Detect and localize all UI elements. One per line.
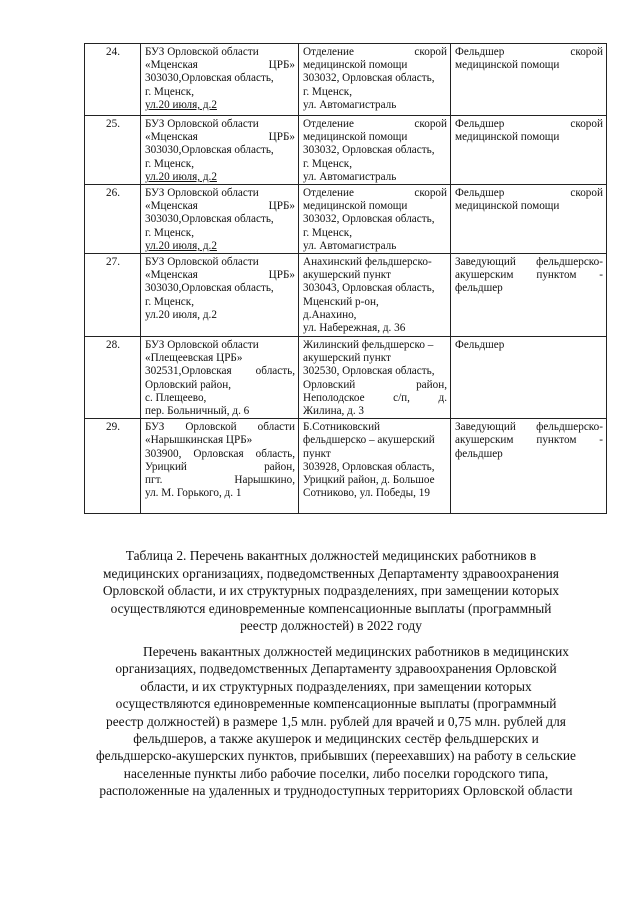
unit-line: 303928, Орловская область,	[303, 460, 435, 473]
row-number: 28.	[85, 337, 141, 419]
org-line: с. Плещеево,	[145, 391, 207, 404]
org-line: г. Мценск,	[145, 295, 195, 308]
paragraph-line: области, и их структурных подразделениях, при замещении которых	[140, 678, 532, 694]
org-line: БУЗ Орловской области	[145, 421, 295, 434]
org-line: БУЗ Орловской области	[145, 118, 259, 130]
row-number: 26.	[85, 185, 141, 254]
unit-line: д.Анахино,	[303, 308, 357, 321]
table-row	[85, 254, 607, 337]
unit-line: Отделение скорой	[303, 187, 447, 200]
org-line: ул.20 июля, д.2	[145, 98, 217, 111]
body-paragraph	[88, 643, 584, 800]
org-line: ул.20 июля, д.2	[145, 308, 217, 321]
position-line: Заведующий фельдшерско-	[455, 421, 603, 434]
unit-line: г. Мценск,	[303, 226, 353, 239]
subdivision-cell	[299, 44, 451, 116]
org-line: «Мценская ЦРБ»	[145, 131, 295, 144]
position-line: медицинской помощи	[455, 200, 560, 213]
caption-line: Орловской области, и их структурных подразделениях, при замещении которых	[102, 583, 560, 599]
subdivision-cell	[299, 419, 451, 514]
unit-line: медицинской помощи	[303, 131, 408, 144]
unit-line: Урицкий район, д. Большое	[303, 474, 435, 487]
org-line: пер. Больничный, д. 6	[145, 405, 250, 418]
paragraph-line: организациях, подведомственных Департаменту здравоохранения Орловской	[115, 661, 557, 677]
position-line: фельдшер	[455, 282, 503, 295]
position-line: Заведующий фельдшерско-	[455, 256, 603, 269]
unit-line: акушерский пункт	[303, 352, 391, 365]
org-line: 303900, Орловская область,	[145, 447, 295, 460]
unit-line: 303032, Орловская область,	[303, 144, 435, 157]
org-line: БУЗ Орловской области	[145, 46, 259, 58]
unit-line: 302530, Орловская область,	[303, 365, 435, 378]
unit-line: ул. Автомагистраль	[303, 239, 397, 252]
org-line: ул.20 июля, д.2	[145, 239, 217, 252]
position-cell	[451, 337, 607, 419]
paragraph-line: расположенные на удаленных и труднодоступных территориях Орловской области	[99, 783, 573, 799]
paragraph-line: реестр должностей) в размере 1,5 млн. рублей для врачей и 0,75 млн. рублей для	[106, 713, 566, 729]
org-line: г. Мценск,	[145, 85, 195, 98]
position-line: Фельдшер скорой	[455, 187, 603, 200]
paragraph-line: населенные пункты либо рабочие поселки, либо поселки городского типа,	[123, 765, 549, 781]
table-row	[85, 44, 607, 116]
subdivision-cell	[299, 254, 451, 337]
position-line: медицинской помощи	[455, 131, 560, 144]
org-line: БУЗ Орловской области	[145, 256, 259, 269]
position-cell	[451, 254, 607, 337]
position-line: Фельдшер скорой	[455, 46, 603, 58]
org-line: ул. М. Горького, д. 1	[145, 487, 242, 500]
position-line: акушерским пунктом -	[455, 269, 603, 282]
org-line: «Мценская ЦРБ»	[145, 59, 295, 72]
subdivision-cell	[299, 116, 451, 185]
position-cell	[451, 116, 607, 185]
paragraph-line: осуществляются единовременные компенсационные выплаты (программный	[115, 696, 557, 712]
unit-line: медицинской помощи	[303, 200, 408, 213]
unit-line: Б.Сотниковский	[303, 421, 381, 434]
unit-line: Жилина, д. 3	[303, 405, 365, 418]
row-number: 25.	[85, 116, 141, 185]
org-line: ул.20 июля, д.2	[145, 170, 217, 183]
unit-line: г. Мценск,	[303, 157, 353, 170]
position-line: Фельдшер	[455, 339, 505, 352]
org-line: Урицкий район,	[145, 460, 295, 473]
unit-line: г. Мценск,	[303, 85, 353, 98]
row-number: 24.	[85, 44, 141, 116]
table-row	[85, 116, 607, 185]
position-cell	[451, 419, 607, 514]
unit-line: 303043, Орловская область,	[303, 282, 435, 295]
row-number: 27.	[85, 254, 141, 337]
org-line: г. Мценск,	[145, 157, 195, 170]
unit-line: Сотниково, ул. Победы, 19	[303, 487, 430, 500]
position-cell	[451, 44, 607, 116]
org-line: г. Мценск,	[145, 226, 195, 239]
unit-line: 303032, Орловская область,	[303, 213, 435, 226]
unit-line: ул. Автомагистраль	[303, 170, 397, 183]
unit-line: медицинской помощи	[303, 59, 408, 72]
org-line: 303030,Орловская область,	[145, 144, 274, 157]
organization-cell	[141, 419, 299, 514]
org-line: 302531,Орловская область,	[145, 365, 295, 378]
org-line: «Мценская ЦРБ»	[145, 200, 295, 213]
subdivision-cell	[299, 337, 451, 419]
org-line: «Нарышкинская ЦРБ»	[145, 434, 253, 447]
unit-line: ул. Набережная, д. 36	[303, 322, 406, 335]
paragraph-line: Перечень вакантных должностей медицинских работников в медицинских	[143, 644, 569, 659]
paragraph-line: фельдшерско-акушерских пунктов, прибывших (переехавших) на работу в сельские	[95, 748, 577, 764]
organization-cell	[141, 116, 299, 185]
paragraph-line: фельдшеров, а также акушерок и медицинских сестёр фельдшерских и	[133, 731, 539, 747]
table-row	[85, 185, 607, 254]
unit-line: Отделение скорой	[303, 118, 447, 130]
unit-line: Отделение скорой	[303, 46, 447, 58]
org-line: 303030,Орловская область,	[145, 213, 274, 226]
organization-cell	[141, 337, 299, 419]
row-number: 29.	[85, 419, 141, 514]
unit-line: 303032, Орловская область,	[303, 72, 435, 85]
unit-line: Мценский р-он,	[303, 295, 379, 308]
unit-line: пункт	[303, 447, 331, 460]
position-line: Фельдшер скорой	[455, 118, 603, 130]
position-line: фельдшер	[455, 447, 503, 460]
unit-line: Жилинский фельдшерско –	[303, 339, 434, 352]
org-line: 303030,Орловская область,	[145, 72, 274, 85]
subdivision-cell	[299, 185, 451, 254]
unit-line: Неполодское с/п, д.	[303, 391, 447, 404]
organization-cell	[141, 44, 299, 116]
caption-line: реестр должностей) в 2022 году	[240, 618, 422, 634]
org-line: 303030,Орловская область,	[145, 282, 274, 295]
unit-line: Орловский район,	[303, 378, 447, 391]
unit-line: акушерский пункт	[303, 269, 391, 282]
organization-cell	[141, 185, 299, 254]
org-line: пгт. Нарышкино,	[145, 474, 295, 487]
unit-line: Анахинский фельдшерско-	[303, 256, 432, 269]
table-row	[85, 337, 607, 419]
table-caption	[96, 547, 566, 635]
unit-line: ул. Автомагистраль	[303, 98, 397, 111]
org-line: БУЗ Орловской области	[145, 187, 259, 200]
vacancy-table	[84, 43, 607, 514]
position-line: медицинской помощи	[455, 59, 560, 72]
caption-line: Таблица 2. Перечень вакантных должностей медицинских работников в	[125, 548, 537, 563]
table-row	[85, 419, 607, 514]
position-cell	[451, 185, 607, 254]
organization-cell	[141, 254, 299, 337]
org-line: Орловский район,	[145, 378, 232, 391]
org-line: БУЗ Орловской области	[145, 339, 259, 352]
caption-line: медицинских организациях, подведомственных Департаменту здравоохранения	[103, 565, 559, 581]
org-line: «Мценская ЦРБ»	[145, 269, 295, 282]
caption-line: осуществляются единовременные компенсационные выплаты (программный	[110, 600, 552, 616]
unit-line: фельдшерско – акушерский	[303, 434, 435, 447]
position-line: акушерским пунктом -	[455, 434, 603, 447]
org-line: «Плещеевская ЦРБ»	[145, 352, 243, 365]
